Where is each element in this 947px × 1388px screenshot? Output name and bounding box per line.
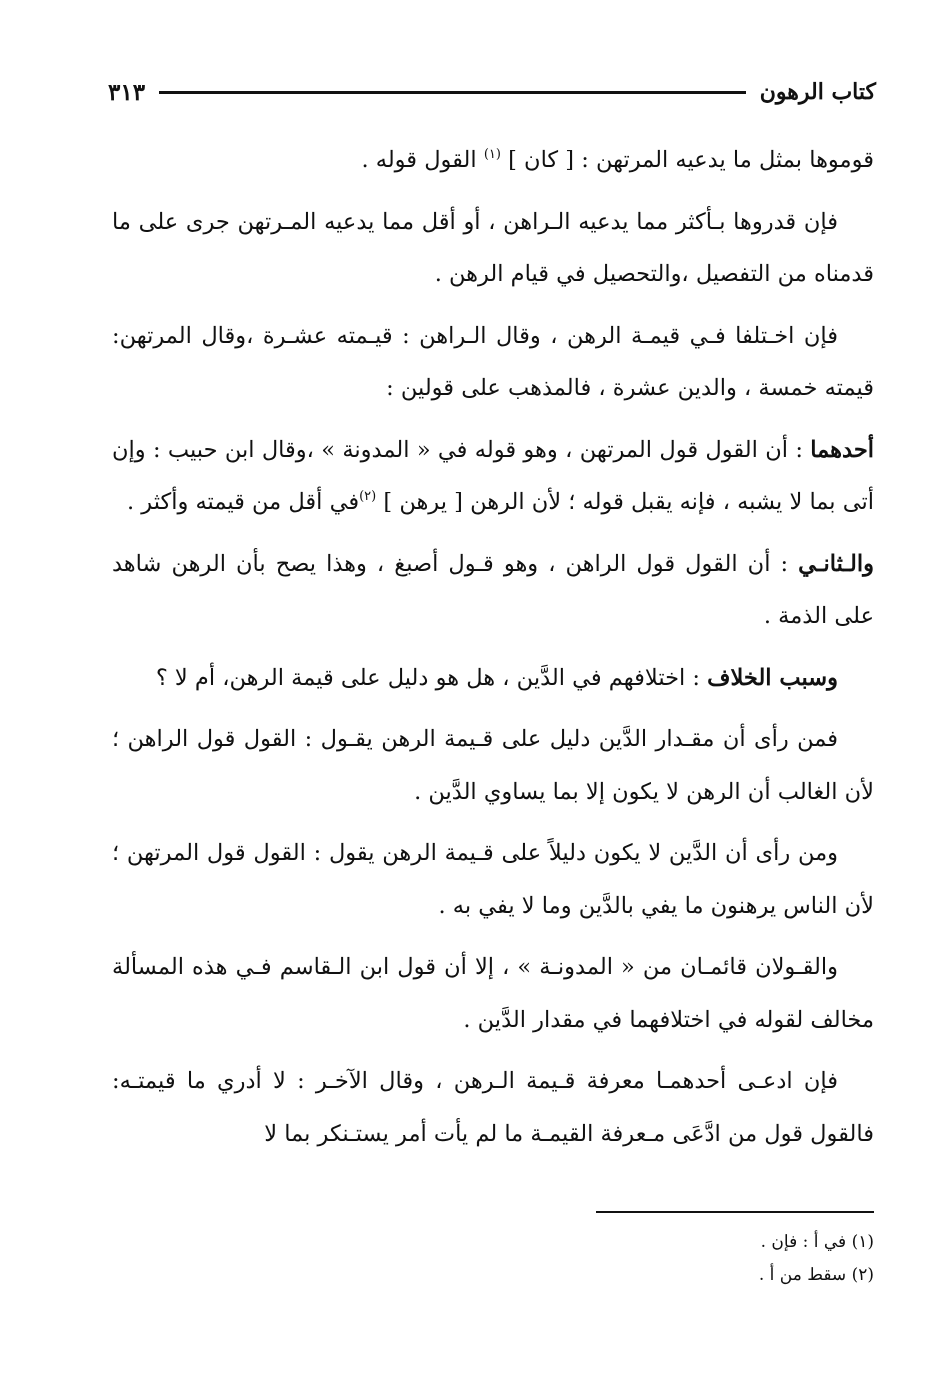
paragraph-8 — [112, 827, 874, 932]
chapter-title: كتاب الرهون — [759, 79, 876, 105]
footnote-reference-2: (٢) — [359, 489, 377, 504]
paragraph-text: : اختلافهم في الدَّين ، هل هو دليل على قيمة الرهن، أم لا ؟ — [155, 664, 708, 691]
body-text — [112, 134, 874, 1169]
footnotes — [560, 1226, 874, 1292]
paragraph-text: ومن رأى أن الدَّين لا يكون دليلاً على قـيمة الرهن يقول : القول قول المرتهن ؛ لأن الناس يرهنون ما يفي بالدَّين وما لا يفي به . — [112, 840, 874, 919]
paragraph-4 — [112, 424, 874, 529]
paragraph-text: فإن قدروها بـأكثر مما يدعيه الـراهن ، أو أقل مما يدعيه المـرتهن جرى على ما قدمناه من التفصيل ،والتحصيل في قيام الرهن . — [112, 208, 874, 287]
paragraph-text: فإن ادعـى أحدهمـا معرفة قـيمة الـرهن ، وقال الآخـر : لا أدري ما قيمتـه: فالقول قول من ادَّعَى مـعرفة القيمـة ما لم يأت أمر يستـنكر بما لا — [112, 1068, 874, 1147]
paragraph-lead: والـثانـي — [798, 550, 874, 577]
paragraph-10 — [112, 1055, 874, 1160]
paragraph-6 — [112, 652, 874, 705]
paragraph-text: : أن القول قول الراهن ، وهو قـول أصبغ ، وهذا يصح بأن الرهن شاهد على الذمة . — [112, 550, 874, 629]
paragraph-lead: أحدهما — [810, 436, 874, 463]
paragraph-text: قوموها بمثل ما يدعيه المرتهن : [ كان ] — [500, 147, 874, 173]
paragraph-2 — [112, 196, 874, 301]
footnote-2: (٢) سقط من أ . — [758, 1265, 874, 1285]
paragraph-5 — [112, 538, 874, 643]
paragraph-7 — [112, 713, 874, 818]
footnote-1: (١) في أ : فإن . — [760, 1232, 874, 1252]
footnote-reference-1: (١) — [483, 147, 501, 162]
paragraph-text: القول قوله . — [361, 147, 484, 173]
footnote-rule — [596, 1211, 874, 1213]
paragraph-text: : أن القول قول المرتهن ، وهو قوله في « المدونة » ،وقال ابن حبيب : وإن أتى بما لا يشبه ، فإنه يقبل قوله ؛ لأن الرهن [ يرهن ] — [112, 436, 874, 515]
header-rule — [159, 91, 746, 94]
paragraph-1 — [112, 134, 874, 187]
page-number: ٣١٣ — [108, 78, 146, 106]
paragraph-text: والقـولان قائمـان من « المدونـة » ، إلا أن قول ابن الـقاسم فـي هذه المسألة مخالف لقوله في اختلافهما في مقدار الدَّين . — [112, 954, 874, 1033]
running-header — [108, 72, 876, 112]
paragraph-3 — [112, 310, 874, 415]
paragraph-lead: وسبب الخلاف — [707, 664, 838, 691]
paragraph-text: في أقل من قيمته وأكثر . — [127, 489, 360, 515]
paragraph-9 — [112, 941, 874, 1046]
paragraph-text: فإن اخـتلفا فـي قيمـة الرهن ، وقال الـراهن : قيـمته عشـرة ،وقال المرتهن: قيمته خمسة ، والدين عشرة ، فالمذهب على قولين : — [112, 322, 874, 401]
paragraph-text: فمن رأى أن مقـدار الدَّين دليل على قـيمة الرهن يقـول : القول قول الراهن ؛ لأن الغالب أن الرهن لا يكون إلا بما يساوي الدَّين . — [112, 726, 874, 805]
